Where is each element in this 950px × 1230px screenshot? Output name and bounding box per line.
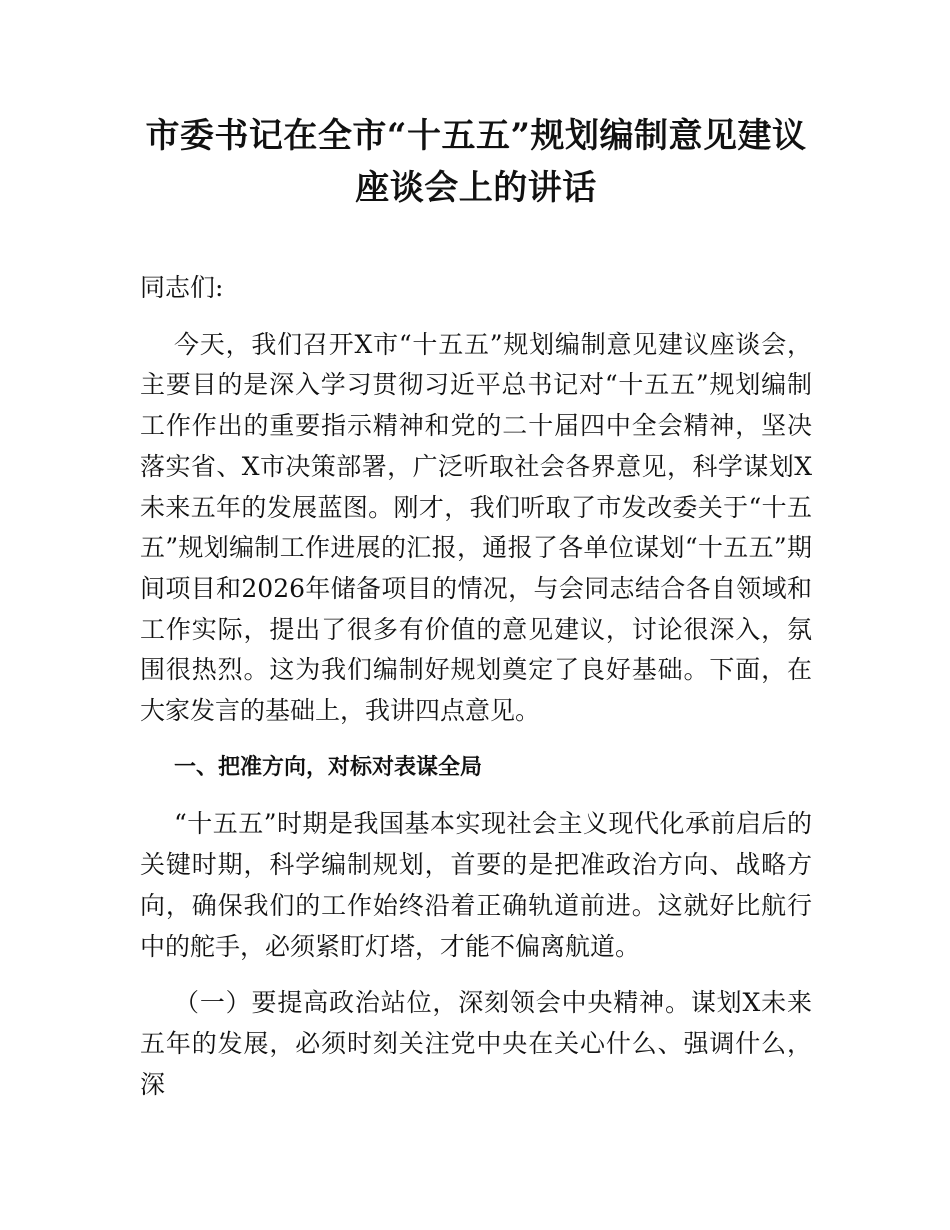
document-body [140,268,812,1121]
paragraph-section-1: “十五五”时期是我国基本实现社会主义现代化承前启后的关键时期，科学编制规划，首要的是把准政治方向、战略方向，确保我们的工作始终沿着正确轨道前进。这就好比航行中的舵手，必须紧盯灯塔，才能不偏离航道。 [140,809,812,961]
document-title: 市委书记在全市“十五五”规划编制意见建议座谈会上的讲话 [145,116,807,208]
section-heading-1: 一、把准方向，对标对表谋全局 [174,754,483,780]
paragraph-intro: 今天，我们召开X市“十五五”规划编制意见建议座谈会，主要目的是深入学习贯彻习近平总书记对“十五五”规划编制工作作出的重要指示精神和党的二十届四中全会精神，坚决落实省、X市决策部署，广泛听取社会各界意见，科学谋划X未来五年的发展蓝图。刚才，我们听取了市发改委关于“十五五”规划编制工作进展的汇报，通报了各单位谋划“十五五”期间项目和2026年储备项目的情况，与会同志结合各自领域和工作实际，提出了很多有价值的意见建议，讨论很深入，氛围很热烈。这为我们编制好规划奠定了良好基础。下面，在大家发言的基础上，我讲四点意见。 [140,329,812,726]
greeting: 同志们: [140,273,224,302]
paragraph-subsection-1: （一）要提高政治站位，深刻领会中央精神。谋划X未来五年的发展，必须时刻关注党中央在关心什么、强调什么，深 [140,988,812,1099]
